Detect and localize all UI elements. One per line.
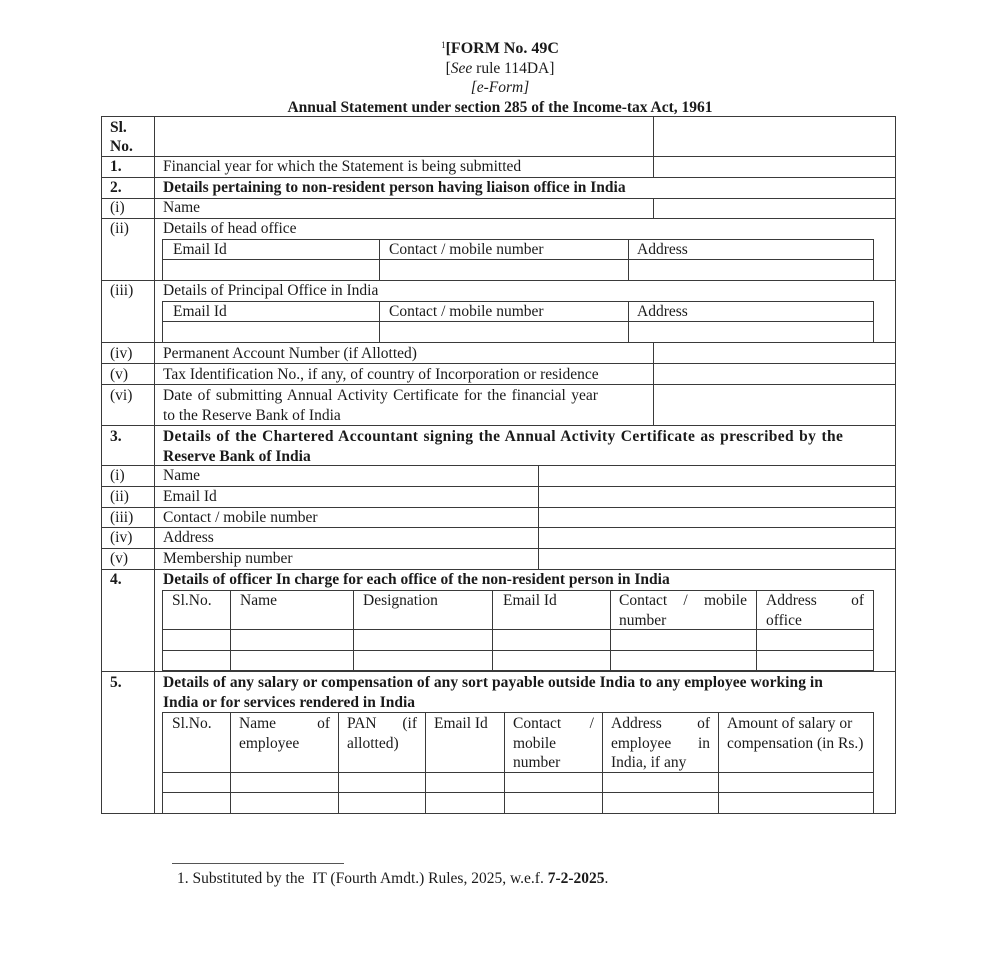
section-3-heading-line1: Details of the Chartered Accountant signing the Annual Activity Certificate as prescribed by the [163,428,844,445]
sl-no-header [110,118,133,156]
row-1-number: 1. [110,158,122,175]
principal-office-address-header: Address [637,303,688,320]
ca-item-number: (ii) [110,488,129,505]
salary-name-header: Name of employee [239,715,330,752]
section-3-heading [163,427,888,466]
salary-contact-header: Contact / mobile number [513,715,594,771]
head-office-email-header: Email Id [173,241,227,258]
section-2-heading: Details pertaining to non-resident person having liaison office in India [163,179,626,196]
ca-contact-field[interactable] [539,508,895,527]
row-2iv-number: (iv) [110,345,133,362]
footnote-marker: 1 [441,40,446,50]
tin-label: Tax Identification No., if any, of country of Incorporation or residence [163,366,599,383]
row-2i-number: (i) [110,199,125,216]
officer-row-1[interactable] [163,630,873,650]
ca-membership-label: Membership number [163,550,293,567]
row-2iii-number: (iii) [110,282,134,299]
nr-name-label: Name [163,199,201,216]
footnote-date: 7-2-2025 [547,870,605,887]
salary-address-header: Address of employee in India, if any [611,715,710,771]
officer-address-header: Address of office [766,592,864,629]
row-2-number: 2. [110,179,122,196]
ca-address-label: Address [163,529,214,546]
footnote-divider [172,863,344,864]
ca-item-number: (iii) [110,509,134,526]
see-rule-rest: rule 114DA] [472,59,555,77]
ca-email-field[interactable] [539,487,895,507]
ca-item-number: (i) [110,467,125,484]
ca-name-label: Name [163,467,201,484]
ca-email-label: Email Id [163,488,217,505]
salary-email-header: Email Id [434,715,488,732]
officer-designation-header: Designation [363,592,438,609]
principal-office-contact-header: Contact / mobile number [389,303,544,320]
ca-address-field[interactable] [539,528,895,548]
section-5-heading [163,673,888,712]
aac-date-label-line1: Date of submitting Annual Activity Certificate for the financial year [163,387,598,404]
header-blank-cell [155,117,652,156]
head-office-contact-field[interactable] [380,260,627,280]
row-2vi-number: (vi) [110,387,133,404]
head-office-address-header: Address [637,241,688,258]
principal-office-contact-field[interactable] [380,322,627,342]
principal-office-email-field[interactable] [163,322,378,342]
pan-label: Permanent Account Number (if Allotted) [163,345,417,362]
financial-year-label: Financial year for which the Statement is being submitted [163,158,522,175]
head-office-email-field[interactable] [163,260,378,280]
ca-item-number: (iv) [110,529,133,546]
section-5-heading-line1: Details of any salary or compensation of any sort payable outside India to any employee working in [163,674,823,691]
officer-row-2[interactable] [163,651,873,670]
ca-contact-label: Contact / mobile number [163,509,318,526]
row-2v-number: (v) [110,366,129,383]
section-3-heading-line2: Reserve Bank of India [163,447,311,465]
tin-field[interactable] [654,364,895,384]
aac-date-label [163,386,643,425]
principal-office-address-field[interactable] [629,322,873,342]
officer-email-header: Email Id [503,592,557,609]
nr-name-field[interactable] [654,199,895,218]
salary-row-2[interactable] [163,793,873,813]
officer-name-header: Name [240,592,278,609]
salary-row-1[interactable] [163,773,873,792]
row-5-number: 5. [110,674,122,691]
ca-membership-field[interactable] [539,549,895,569]
section-5-heading-line2: India or for services rendered in India [163,693,416,711]
footnote-text: 1. Substituted by the IT (Fourth Amdt.) Rules, 2025, w.e.f. [177,870,548,887]
form-number-text: [FORM No. 49C [445,40,559,57]
principal-office-label: Details of Principal Office in India [163,282,379,299]
row-separator [101,671,896,672]
officer-slno-header: Sl.No. [172,592,212,609]
aac-date-field[interactable] [654,385,895,425]
salary-amount-header: Amount of salary or compensation (in Rs.) [727,715,864,752]
row-separator [101,425,896,426]
header-value-cell [654,117,895,156]
financial-year-field[interactable] [654,157,895,177]
sl-no-header-line1: Sl. [110,119,127,136]
ca-item-number: (v) [110,550,129,567]
sl-no-header-line2: No. [110,138,133,155]
see-rule-italic: See [450,59,473,77]
section-4-heading: Details of officer In charge for each office of the non-resident person in India [163,571,670,588]
row-4-number: 4. [110,571,122,588]
see-rule [0,59,1000,79]
aac-date-label-line2: to the Reserve Bank of India [163,406,341,424]
head-office-label: Details of head office [163,220,297,237]
footnote [177,870,608,888]
head-office-address-field[interactable] [629,260,873,280]
row-2ii-number: (ii) [110,220,129,237]
form-number [0,36,1000,59]
footnote-end: . [604,870,609,887]
see-rule-bracket: [ [445,59,451,77]
row-3-number: 3. [110,428,122,445]
salary-slno-header: Sl.No. [172,715,212,732]
form-title-block [0,36,1000,117]
form-subtitle: Annual Statement under section 285 of the Income-tax Act, 1961 [287,98,713,116]
head-office-contact-header: Contact / mobile number [389,241,544,258]
principal-office-email-header: Email Id [173,303,227,320]
pan-field[interactable] [654,343,895,363]
eform-text: [e-Form] [470,79,530,96]
eform-label [0,78,1000,98]
officer-contact-header: Contact / mobile number [619,592,747,629]
salary-pan-header: PAN (if allotted) [347,715,417,752]
ca-name-field[interactable] [539,466,895,486]
